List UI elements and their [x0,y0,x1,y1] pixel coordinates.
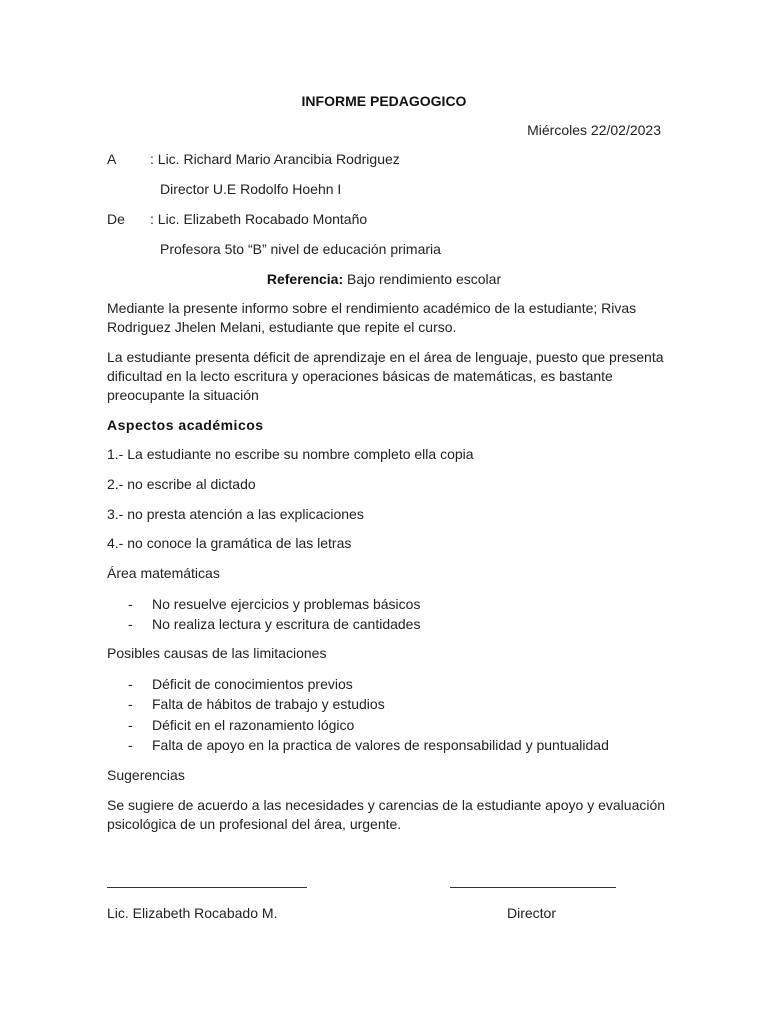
academic-item-2: 2.- no escribe al dictado [107,476,256,492]
signature-line-left [107,873,307,888]
paragraph-intro: Mediante la presente informo sobre el rendimiento académico de la estudiante; Rivas Rodriguez Jhelen Melani, estudiante que repite el curso. [107,300,637,335]
to-name: : Lic. Richard Mario Arancibia Rodriguez [150,151,400,167]
signature-line-right [450,873,616,888]
academic-item-4: 4.- no conoce la gramática de las letras [107,535,352,551]
causes-list [128,674,609,755]
to-position: Director U.E Rodolfo Hoehn I [160,181,342,197]
academic-item-3: 3.- no presta atención a las explicaciones [107,506,364,522]
from-label: De [107,211,125,227]
reference-label: Referencia: [266,271,344,287]
academic-heading: Aspectos académicos [107,417,264,433]
causes-heading: Posibles causas de las limitaciones [107,645,327,661]
math-list [128,594,420,635]
from-name: : Lic. Elizabeth Rocabado Montaño [150,211,368,227]
list-item: - Déficit de conocimientos previos [128,676,353,692]
list-item: - No resuelve ejercicios y problemas básicos [128,596,421,612]
list-item: - Falta de hábitos de trabajo y estudios [128,696,385,713]
list-item: - No realiza lectura y escritura de cantidades [128,616,421,633]
to-label: A [107,151,117,167]
signature-name-left: Lic. Elizabeth Rocabado M. [107,905,278,921]
signature-name-right: Director [507,905,557,921]
paragraph-deficit: La estudiante presenta déficit de aprendizaje en el área de lenguaje, puesto que presenta dificultad en la lecto escritura y operaciones básicas de matemáticas, es bastante preocupante la situación [107,349,664,403]
math-heading: Área matemáticas [107,565,220,581]
suggestions-heading: Sugerencias [107,767,185,783]
reference-text: Bajo rendimiento escolar [343,271,502,287]
list-item: - Déficit en el razonamiento lógico [128,716,355,733]
academic-item-1: 1.- La estudiante no escribe su nombre completo ella copia [107,446,474,462]
from-position: Profesora 5to “B” nivel de educación primaria [160,241,441,257]
suggestions-text: Se sugiere de acuerdo a las necesidades y carencias de la estudiante apoyo y evaluación psicológica de un profesional del área, urgente. [107,797,666,832]
document-title: INFORME PEDAGOGICO [301,93,467,109]
list-item: - Falta de apoyo en la practica de valores de responsabilidad y puntualidad [128,736,609,753]
reference-line [0,270,768,288]
document-date: Miércoles 22/02/2023 [527,122,661,138]
